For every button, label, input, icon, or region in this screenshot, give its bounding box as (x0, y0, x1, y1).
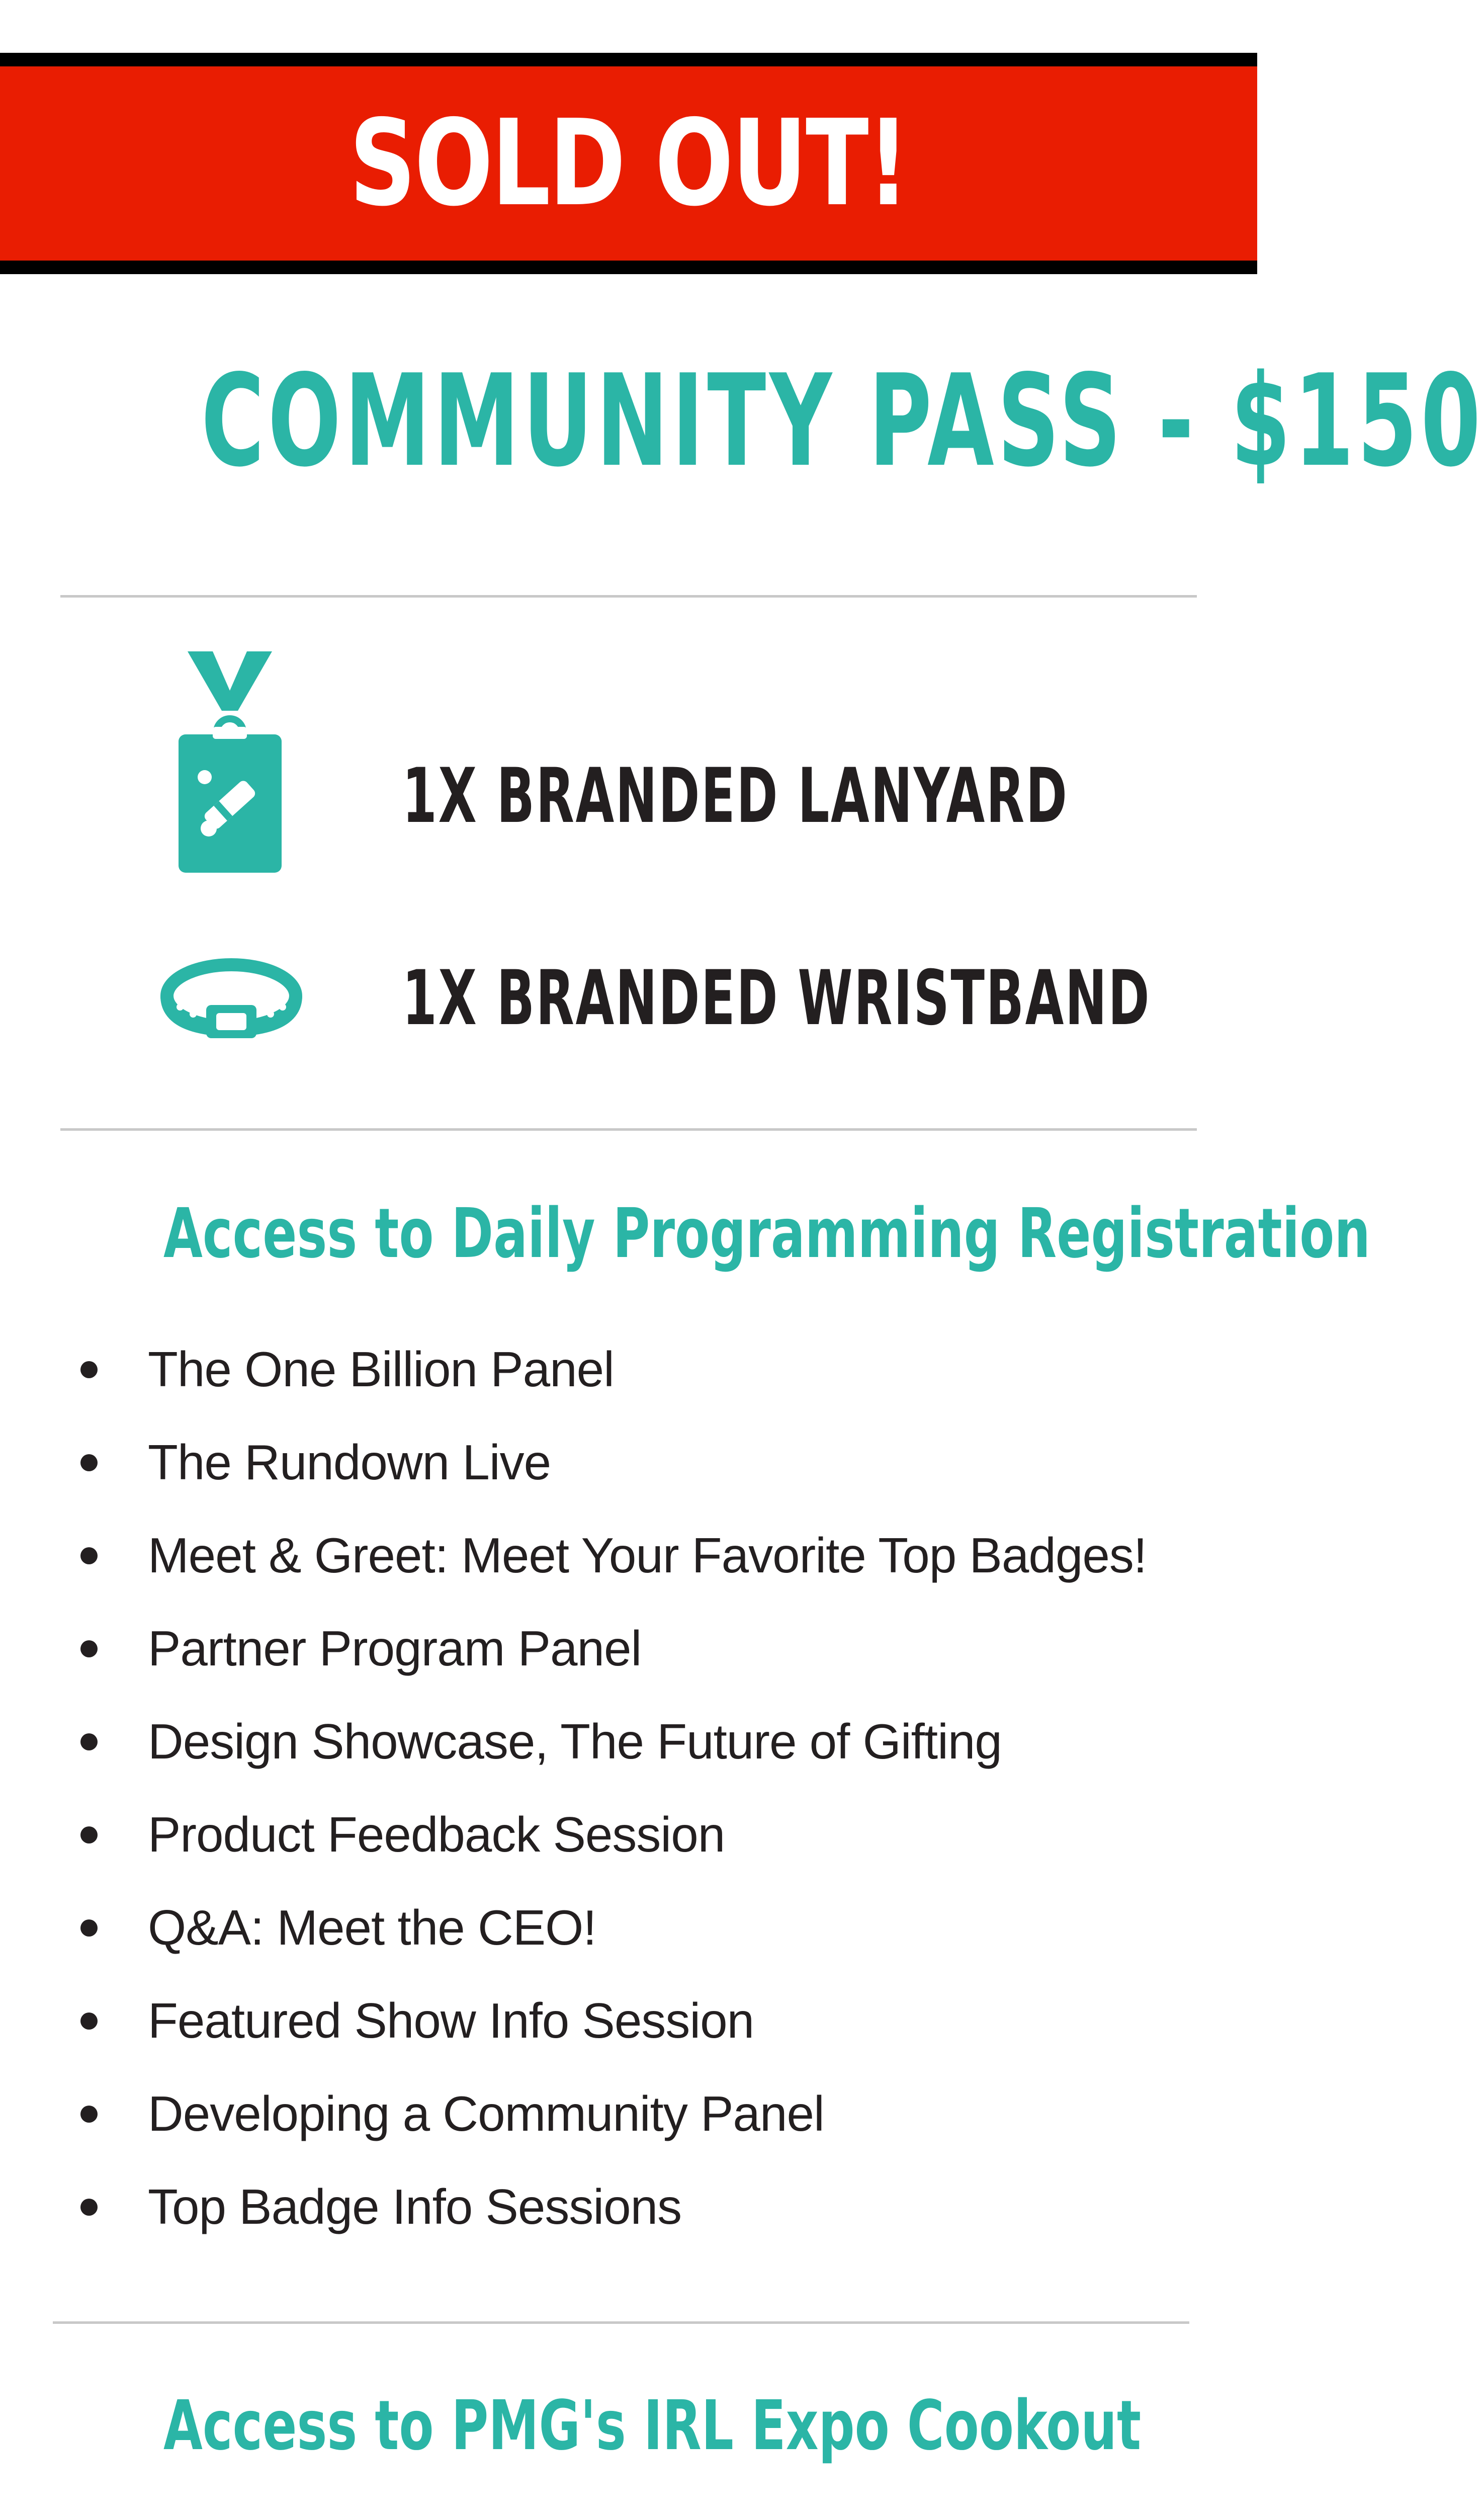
list-item (80, 1416, 1147, 1509)
list-item-text: Design Showcase, The Future of Gifting (148, 1714, 1002, 1769)
pass-title: COMMUNITY PASS - $150 (201, 348, 1484, 495)
list-item (80, 1602, 1147, 1695)
programming-heading: Access to Daily Programming Registration (163, 1194, 1370, 1274)
list-item-text: Developing a Community Panel (148, 2086, 824, 2141)
bullet-icon (80, 2106, 98, 2123)
expo-heading: Access to PMG's IRL Expo Cookout (163, 2386, 1142, 2466)
bullet-icon (80, 1361, 98, 1378)
list-item-text: Product Feedback Session (148, 1807, 725, 1862)
lanyard-badge-icon (173, 651, 287, 873)
list-item (80, 2067, 1147, 2160)
perk-lanyard-label: 1X BRANDED LANYARD (402, 752, 1069, 840)
programming-list (80, 1323, 1147, 2253)
sold-out-banner (0, 53, 1257, 274)
bullet-icon (80, 1919, 98, 1937)
list-item (80, 1509, 1147, 1602)
list-item (80, 1881, 1147, 1974)
list-item-text: Featured Show Info Session (148, 1993, 754, 2048)
list-item (80, 1974, 1147, 2067)
bullet-icon (80, 1454, 98, 1471)
sold-out-label: SOLD OUT! (349, 94, 908, 232)
bullet-icon (80, 1826, 98, 1843)
list-item-text: The Rundown Live (148, 1435, 551, 1490)
list-item (80, 1695, 1147, 1788)
divider-middle (60, 1128, 1197, 1131)
list-item (80, 1788, 1147, 1881)
list-item-text: Q&A: Meet the CEO! (148, 1900, 596, 1955)
list-item (80, 1323, 1147, 1416)
bullet-icon (80, 1547, 98, 1564)
divider-top (60, 595, 1197, 598)
bullet-icon (80, 1640, 98, 1657)
list-item-text: The One Billion Panel (148, 1342, 614, 1397)
divider-bottom (53, 2321, 1189, 2324)
list-item-text: Meet & Greet: Meet Your Favorite Top Badges! (148, 1528, 1147, 1583)
perk-wristband-label: 1X BRANDED WRISTBAND (402, 955, 1151, 1042)
bullet-icon (80, 2013, 98, 2030)
bullet-icon (80, 2199, 98, 2216)
list-item (80, 2160, 1147, 2253)
list-item-text: Partner Program Panel (148, 1621, 642, 1676)
bullet-icon (80, 1733, 98, 1750)
list-item-text: Top Badge Info Sessions (148, 2179, 682, 2234)
wristband-icon (156, 946, 307, 1046)
